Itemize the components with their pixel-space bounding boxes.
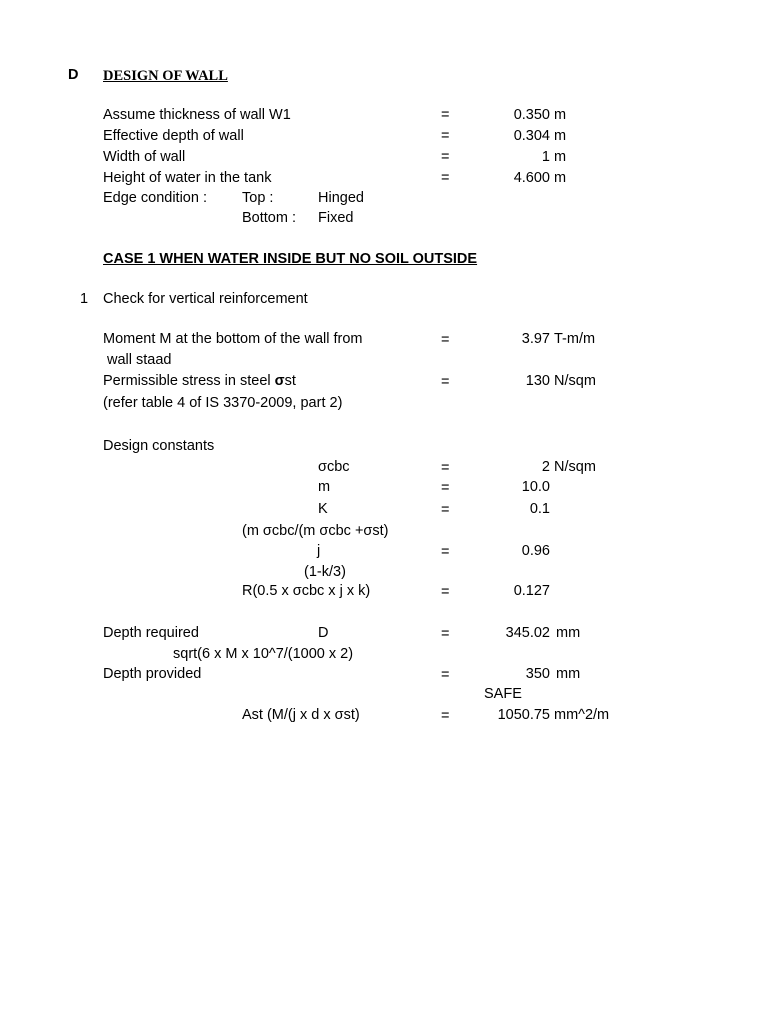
j-value: 0.96	[521, 543, 550, 559]
param-eq-width: =	[441, 149, 450, 165]
param-label-effective-depth: Effective depth of wall	[103, 128, 244, 144]
j-formula: (1-k/3)	[304, 564, 346, 580]
moment-label: Moment M at the bottom of the wall from	[103, 331, 363, 347]
scbc-value: 2	[541, 459, 550, 475]
k-label: K	[318, 501, 328, 517]
r-value: 0.127	[513, 583, 550, 599]
moment-value: 3.97	[521, 331, 550, 347]
depth-provided-label: Depth provided	[103, 666, 202, 682]
edge-bottom-value: Fixed	[318, 210, 354, 226]
r-label: R(0.5 x σcbc x j x k)	[242, 583, 371, 599]
j-eq: =	[441, 544, 450, 560]
section-letter: D	[68, 67, 79, 83]
stress-label	[103, 372, 296, 390]
design-constants-title: Design constants	[103, 438, 215, 454]
moment-eq: =	[441, 332, 450, 348]
depth-formula: sqrt(6 x M x 10^7/(1000 x 2)	[173, 646, 354, 662]
param-unit-width: m	[554, 149, 567, 165]
sigma-symbol: σ	[274, 373, 285, 389]
check-title: Check for vertical reinforcement	[103, 291, 308, 307]
stress-label-pre: Permissible stress in steel	[103, 373, 275, 389]
param-eq-thickness: =	[441, 107, 450, 123]
depth-status: SAFE	[484, 686, 522, 702]
edge-top-label: Top :	[242, 190, 274, 206]
ast-unit: mm^2/m	[554, 707, 610, 723]
param-label-thickness: Assume thickness of wall W1	[103, 107, 291, 123]
param-unit-effective-depth: m	[554, 128, 567, 144]
k-formula: (m σcbc/(m σcbc +σst)	[242, 523, 389, 539]
moment-unit: T-m/m	[554, 331, 596, 347]
section-title: DESIGN OF WALL	[103, 68, 228, 84]
param-label-water-height: Height of water in the tank	[103, 170, 272, 186]
depth-provided-value: 350	[525, 666, 550, 682]
depth-required-label: Depth required	[103, 625, 199, 641]
edge-condition-label: Edge condition :	[103, 190, 207, 206]
k-value: 0.1	[529, 501, 550, 517]
moment-label-cont: wall staad	[107, 352, 172, 368]
depth-provided-eq: =	[441, 667, 450, 683]
edge-top-value: Hinged	[318, 190, 364, 206]
r-eq: =	[441, 584, 450, 600]
param-unit-water-height: m	[554, 170, 567, 186]
k-eq: =	[441, 502, 450, 518]
scbc-unit: N/sqm	[554, 459, 596, 475]
depth-d-symbol: D	[318, 625, 329, 641]
ast-eq: =	[441, 708, 450, 724]
depth-provided-unit: mm	[556, 666, 581, 682]
check-number: 1	[80, 291, 89, 307]
m-label: m	[318, 479, 331, 495]
j-label: j	[317, 543, 321, 559]
param-eq-water-height: =	[441, 170, 450, 186]
param-value-width: 1	[541, 149, 550, 165]
stress-value: 130	[525, 373, 550, 389]
m-eq: =	[441, 480, 450, 496]
depth-required-value: 345.02	[505, 625, 550, 641]
param-unit-thickness: m	[554, 107, 567, 123]
depth-required-unit: mm	[556, 625, 581, 641]
stress-reference-note: (refer table 4 of IS 3370-2009, part 2)	[103, 395, 343, 411]
case1-title: CASE 1 WHEN WATER INSIDE BUT NO SOIL OUTSIDE	[103, 251, 478, 267]
ast-value: 1050.75	[497, 707, 550, 723]
stress-eq: =	[441, 374, 450, 390]
stress-label-post: st	[284, 373, 296, 389]
ast-label: Ast (M/(j x d x σst)	[242, 707, 360, 723]
scbc-eq: =	[441, 460, 450, 476]
scbc-label: σcbc	[318, 459, 350, 475]
param-label-width: Width of wall	[103, 149, 186, 165]
edge-bottom-label: Bottom :	[242, 210, 296, 226]
depth-required-eq: =	[441, 626, 450, 642]
stress-unit: N/sqm	[554, 373, 596, 389]
param-eq-effective-depth: =	[441, 128, 450, 144]
m-value: 10.0	[521, 479, 550, 495]
param-value-thickness: 0.350	[513, 107, 550, 123]
param-value-effective-depth: 0.304	[513, 128, 550, 144]
param-value-water-height: 4.600	[513, 170, 550, 186]
